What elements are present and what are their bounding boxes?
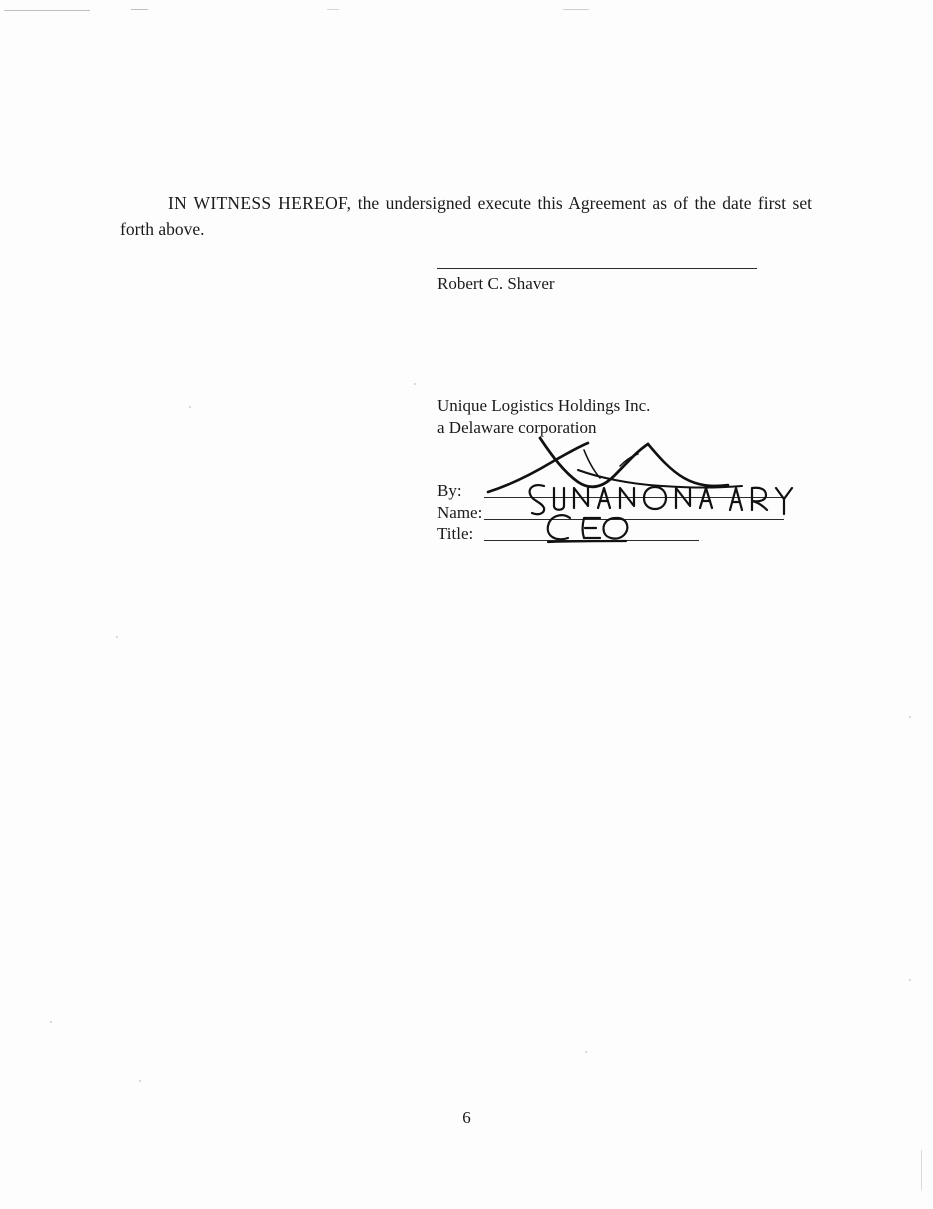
scan-speck-c <box>116 636 118 638</box>
scan-speck-a <box>414 383 416 385</box>
scan-artifact-top-left <box>4 10 90 11</box>
field-label-title: Title: <box>437 524 474 543</box>
scan-speck-g <box>139 1080 141 1082</box>
scan-speck-b <box>189 406 191 408</box>
scan-speck-f <box>585 1051 587 1053</box>
company-field-labels <box>437 480 482 545</box>
field-label-name: Name: <box>437 502 483 522</box>
handwritten-title-value <box>540 508 650 548</box>
page-number: 6 <box>462 1108 471 1127</box>
company-signature-block <box>437 395 650 439</box>
scan-speck-d <box>909 716 911 718</box>
field-line-title <box>484 540 699 541</box>
printed-name-individual: Robert C. Shaver <box>437 274 555 293</box>
scan-artifact-right-edge <box>921 1150 922 1190</box>
witness-paragraph <box>120 190 812 242</box>
handwritten-signature <box>480 430 810 550</box>
field-line-by <box>484 497 784 498</box>
scan-speck-h <box>909 979 911 981</box>
scan-speck-e <box>50 1021 52 1023</box>
company-entity-description: a Delaware corporation <box>437 418 597 437</box>
signature-line-individual <box>437 268 757 269</box>
handwritten-name-value <box>524 476 804 522</box>
scan-artifact-top-mid-b <box>327 9 339 10</box>
witness-paragraph-lead: IN WITNESS HEREOF, <box>168 192 352 213</box>
scan-artifact-top-mid-c <box>563 9 589 10</box>
scan-artifact-top-mid-a <box>131 9 148 10</box>
witness-paragraph-rest: the undersigned execute this Agreement as of the date first set forth above. <box>120 192 812 239</box>
field-line-name <box>484 519 784 520</box>
company-name: Unique Logistics Holdings Inc. <box>437 396 651 415</box>
field-label-by: By: <box>437 481 462 500</box>
